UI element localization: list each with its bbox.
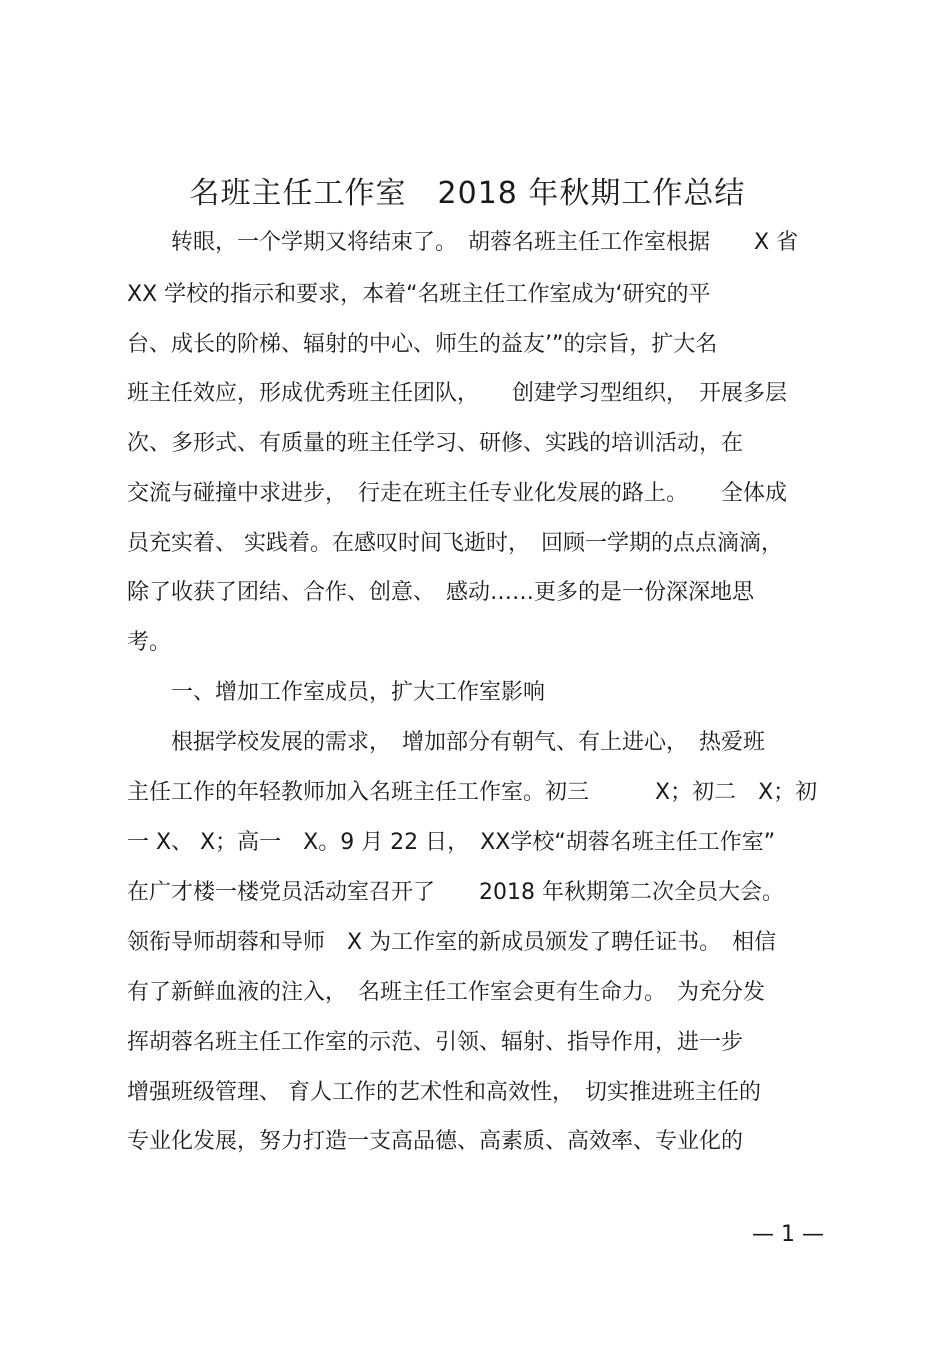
paragraph-line: 增强班级管理、 育人工作的艺术性和高效性， 切实推进班主任的	[127, 1080, 761, 1105]
paragraph-line: 除了收获了团结、合作、创意、 感动……更多的是一份深深地思	[127, 580, 755, 605]
paragraph-line: 挥胡蓉名班主任工作室的示范、引领、辐射、指导作用，进一步	[127, 1030, 744, 1055]
paragraph-line: 在广才楼一楼党员活动室召开了 2018 年秋期第二次全员大会。	[127, 880, 784, 905]
paragraph-line: 专业化发展，努力打造一支高品德、高素质、高效率、专业化的	[127, 1129, 744, 1154]
paragraph-line: 台、成长的阶梯、辐射的中心、师生的益友’”的宗旨，扩大名	[127, 332, 718, 357]
paragraph-line: 交流与碰撞中求进步， 行走在班主任专业化发展的路上。 全体成	[127, 481, 788, 506]
paragraph-line: 员充实着、 实践着。在感叹时间飞逝时， 回顾一学期的点点滴滴，	[127, 531, 783, 556]
section-heading: 一、增加工作室成员，扩大工作室影响	[127, 680, 546, 705]
paragraph-line: 领衔导师胡蓉和导师 X 为工作室的新成员颁发了聘任证书。 相信	[127, 930, 777, 955]
paragraph-line: 班主任效应，形成优秀班主任团队， 创建学习型组织， 开展多层	[127, 381, 788, 406]
paragraph-line: 有了新鲜血液的注入， 名班主任工作室会更有生命力。 为充分发	[127, 980, 766, 1005]
paragraph-line: 次、多形式、有质量的班主任学习、研修、实践的培训活动，在	[127, 431, 744, 456]
paragraph-line: XX 学校的指示和要求，本着“名班主任工作室成为‘研究的平	[127, 282, 711, 307]
paragraph-line: 主任工作的年轻教师加入名班主任工作室。初三 X；初二 X；初	[127, 780, 818, 805]
paragraph-line: 根据学校发展的需求， 增加部分有朝气、有上进心， 热爱班	[127, 730, 766, 755]
paragraph-line: 考。	[127, 630, 172, 655]
page-number: — 1 —	[752, 1222, 824, 1247]
document-title: 名班主任工作室 2018 年秋期工作总结	[189, 176, 746, 211]
paragraph-line: 一 X、 X；高一 X。9 月 22 日， XX学校“胡蓉名班主任工作室”	[127, 830, 776, 855]
paragraph-line: 转眼，一个学期又将结束了。 胡蓉名班主任工作室根据 X 省	[127, 230, 799, 255]
